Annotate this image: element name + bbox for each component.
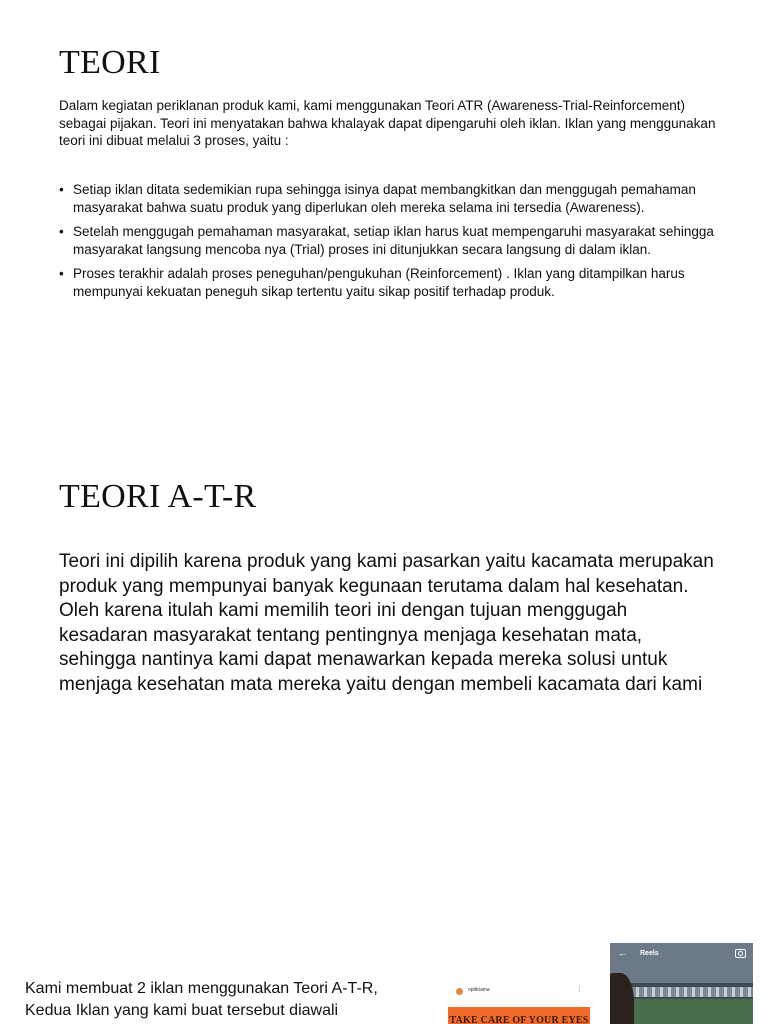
back-arrow-icon: ← xyxy=(618,948,627,958)
ad-banner xyxy=(448,1007,590,1024)
bullet-icon: • xyxy=(59,224,64,239)
slide-title: TEORI A-T-R xyxy=(59,478,257,515)
ad-thumbnail-instagram-post xyxy=(448,977,590,1024)
avatar xyxy=(456,988,463,995)
bullet-text: Proses terakhir adalah proses peneguhan/pengukuhan (Reinforcement) . Iklan yang ditampilkan harus mempunyai kekuatan peneguh sikap tertentu yaitu sikap positif terhadap produk. xyxy=(73,266,685,299)
list-item xyxy=(59,265,719,300)
photo-background xyxy=(610,943,753,983)
username: optiktama xyxy=(468,987,490,993)
body-paragraph: Teori ini dipilih karena produk yang kami pasarkan yaitu kacamata merupakan produk yang mempunyai banyak kegunaan terutama dalam hal kesehatan. Oleh karena itulah kami memilih teori ini dengan tujuan menggugah kesadaran masyarakat tentang pentingnya menjaga kesehatan mata, sehingga nantinya kami dapat menawarkan kepada mereka solusi untuk menjaga kesehatan mata mereka yaitu dengan membeli kacamata dari kami xyxy=(59,551,714,695)
bullet-icon: • xyxy=(59,182,64,197)
more-options-icon: ⋮ xyxy=(576,986,583,993)
bullet-list xyxy=(59,181,719,307)
bullet-text: Setelah menggugah pemahaman masyarakat, setiap iklan harus kuat mempengaruhi masyarakat sehingga masyarakat langsung mencoba nya (Trial) proses ini ditunjukkan secara langsung di dalam iklan. xyxy=(73,224,714,257)
list-item xyxy=(59,181,719,216)
photo-fence xyxy=(628,987,753,997)
slide-title: TEORI xyxy=(59,44,161,81)
slide-teori-atr xyxy=(0,440,768,920)
ad-thumbnail-reels xyxy=(610,943,753,1024)
reels-label: Reels xyxy=(640,950,659,957)
bullet-icon: • xyxy=(59,266,64,281)
body-paragraph: Kami membuat 2 iklan menggunakan Teori A-T-R, Kedua Iklan yang kami buat tersebut diawali xyxy=(25,980,378,1019)
banner-text: TAKE CARE OF YOUR EYES xyxy=(449,1015,589,1024)
list-item xyxy=(59,223,719,258)
bullet-text: Setiap iklan ditata sedemikian rupa sehingga isinya dapat membangkitkan dan menggugah pemahaman masyarakat bahwa suatu produk yang diperlukan oleh mereka selama ini tersedia (Awareness). xyxy=(73,182,696,215)
intro-paragraph: Dalam kegiatan periklanan produk kami, kami menggunakan Teori ATR (Awareness-Trial-Reinforcement) sebagai pijakan. Teori ini menyatakan bahwa khalayak dapat dipengaruhi oleh iklan. Iklan yang menggunakan teori ini dibuat melalui 3 proses, yaitu : xyxy=(59,98,716,148)
slide-teori xyxy=(0,0,768,440)
camera-icon xyxy=(735,949,746,958)
slide-iklan xyxy=(0,920,768,1024)
